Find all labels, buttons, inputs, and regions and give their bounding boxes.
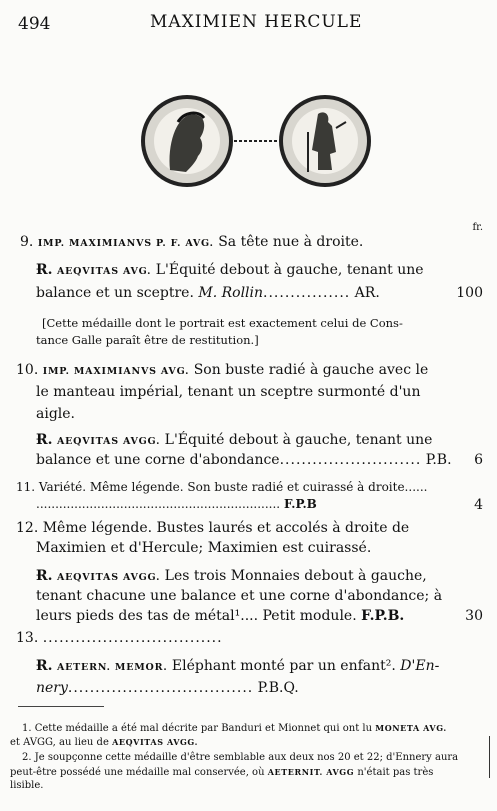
entry-9-reverse-line1: Ɍ. AEQVITAS AVG. L'Équité debout à gauche, tenant une — [36, 262, 424, 278]
entry-11-line1: 11. Variété. Même légende. Son buste radié et cuirassé à droite...... — [16, 480, 428, 494]
footnote-1-line1: 1. Cette médaille a été mal décrite par Banduri et Mionnet qui ont lu MONETA AVG. — [22, 723, 447, 734]
footnote-2-line3: lisible. — [10, 780, 44, 791]
margin-mark — [489, 736, 490, 778]
entry-10-line3: aigle. — [36, 406, 75, 422]
coin-illustration — [140, 92, 372, 190]
running-title: MAXIMIEN HERCULE — [150, 12, 363, 32]
entry-12-price: 30 — [465, 608, 483, 624]
entry-12-reverse-line2: tenant chacune une balance et une corne d'abondance; à — [36, 588, 443, 604]
entry-9-reverse-line2: balance et un sceptre. M. Rollin................ AR. — [36, 285, 380, 301]
entry-11-line2: ................................................................ F.P.B — [36, 497, 317, 511]
column-header-fr: fr. — [472, 222, 483, 233]
entry-9-price: 100 — [456, 285, 483, 301]
coin-obverse — [141, 95, 233, 187]
footnote-rule — [18, 706, 104, 707]
footnote-2-line1: 2. Je soupçonne cette médaille d'être semblable aux deux nos 20 et 22; d'Ennery aura — [22, 752, 459, 763]
entry-12-reverse-line3: leurs pieds des tas de métal¹.... Petit module. F.P.B. — [36, 608, 405, 624]
entry-12-line2: Maximien et d'Hercule; Maximien est cuirassé. — [36, 540, 372, 556]
entry-10-reverse-line1: Ɍ. AEQVITAS AVGG. L'Équité debout à gauche, tenant une — [36, 432, 433, 448]
footnote-2-line2: peut-être possédé une médaille mal conservée, où AETERNIT. AVGG n'était pas très — [10, 767, 434, 778]
entry-9-obverse: 9. IMP. MAXIMIANVS P. F. AVG. Sa tête nue à droite. — [20, 234, 364, 250]
entry-10-obverse: 10. IMP. MAXIMIANVS AVG. Son buste radié à gauche avec le — [16, 362, 429, 378]
entry-11-price: 4 — [474, 497, 483, 513]
entry-13-reverse-line1: Ɍ. AETERN. MEMOR. Eléphant monté par un enfant². D'En- — [36, 658, 440, 674]
entry-10-reverse-line2: balance et une corne d'abondance.......................... P.B. — [36, 452, 452, 468]
coin-reverse — [279, 95, 371, 187]
entry-9-note-line2: tance Galle paraît être de restitution.] — [36, 333, 259, 347]
entry-10-line2: le manteau impérial, tenant un sceptre surmonté d'un — [36, 384, 421, 400]
entry-9-note-line1: [Cette médaille dont le portrait est exactement celui de Cons- — [42, 316, 403, 330]
footnote-1-line2: et AVGG, au lieu de AEQVITAS AVGG. — [10, 737, 198, 748]
entry-10-price: 6 — [474, 452, 483, 468]
entry-12-reverse-line1: Ɍ. AEQVITAS AVGG. Les trois Monnaies debout à gauche, — [36, 568, 427, 584]
entry-13-reverse-line2: nery.................................. P.B.Q. — [36, 680, 299, 696]
entry-12-line1: 12. Même légende. Bustes laurés et accolés à droite de — [16, 520, 410, 536]
entry-13-line1: 13. ................................. — [16, 630, 223, 646]
page-number: 494 — [18, 14, 51, 34]
